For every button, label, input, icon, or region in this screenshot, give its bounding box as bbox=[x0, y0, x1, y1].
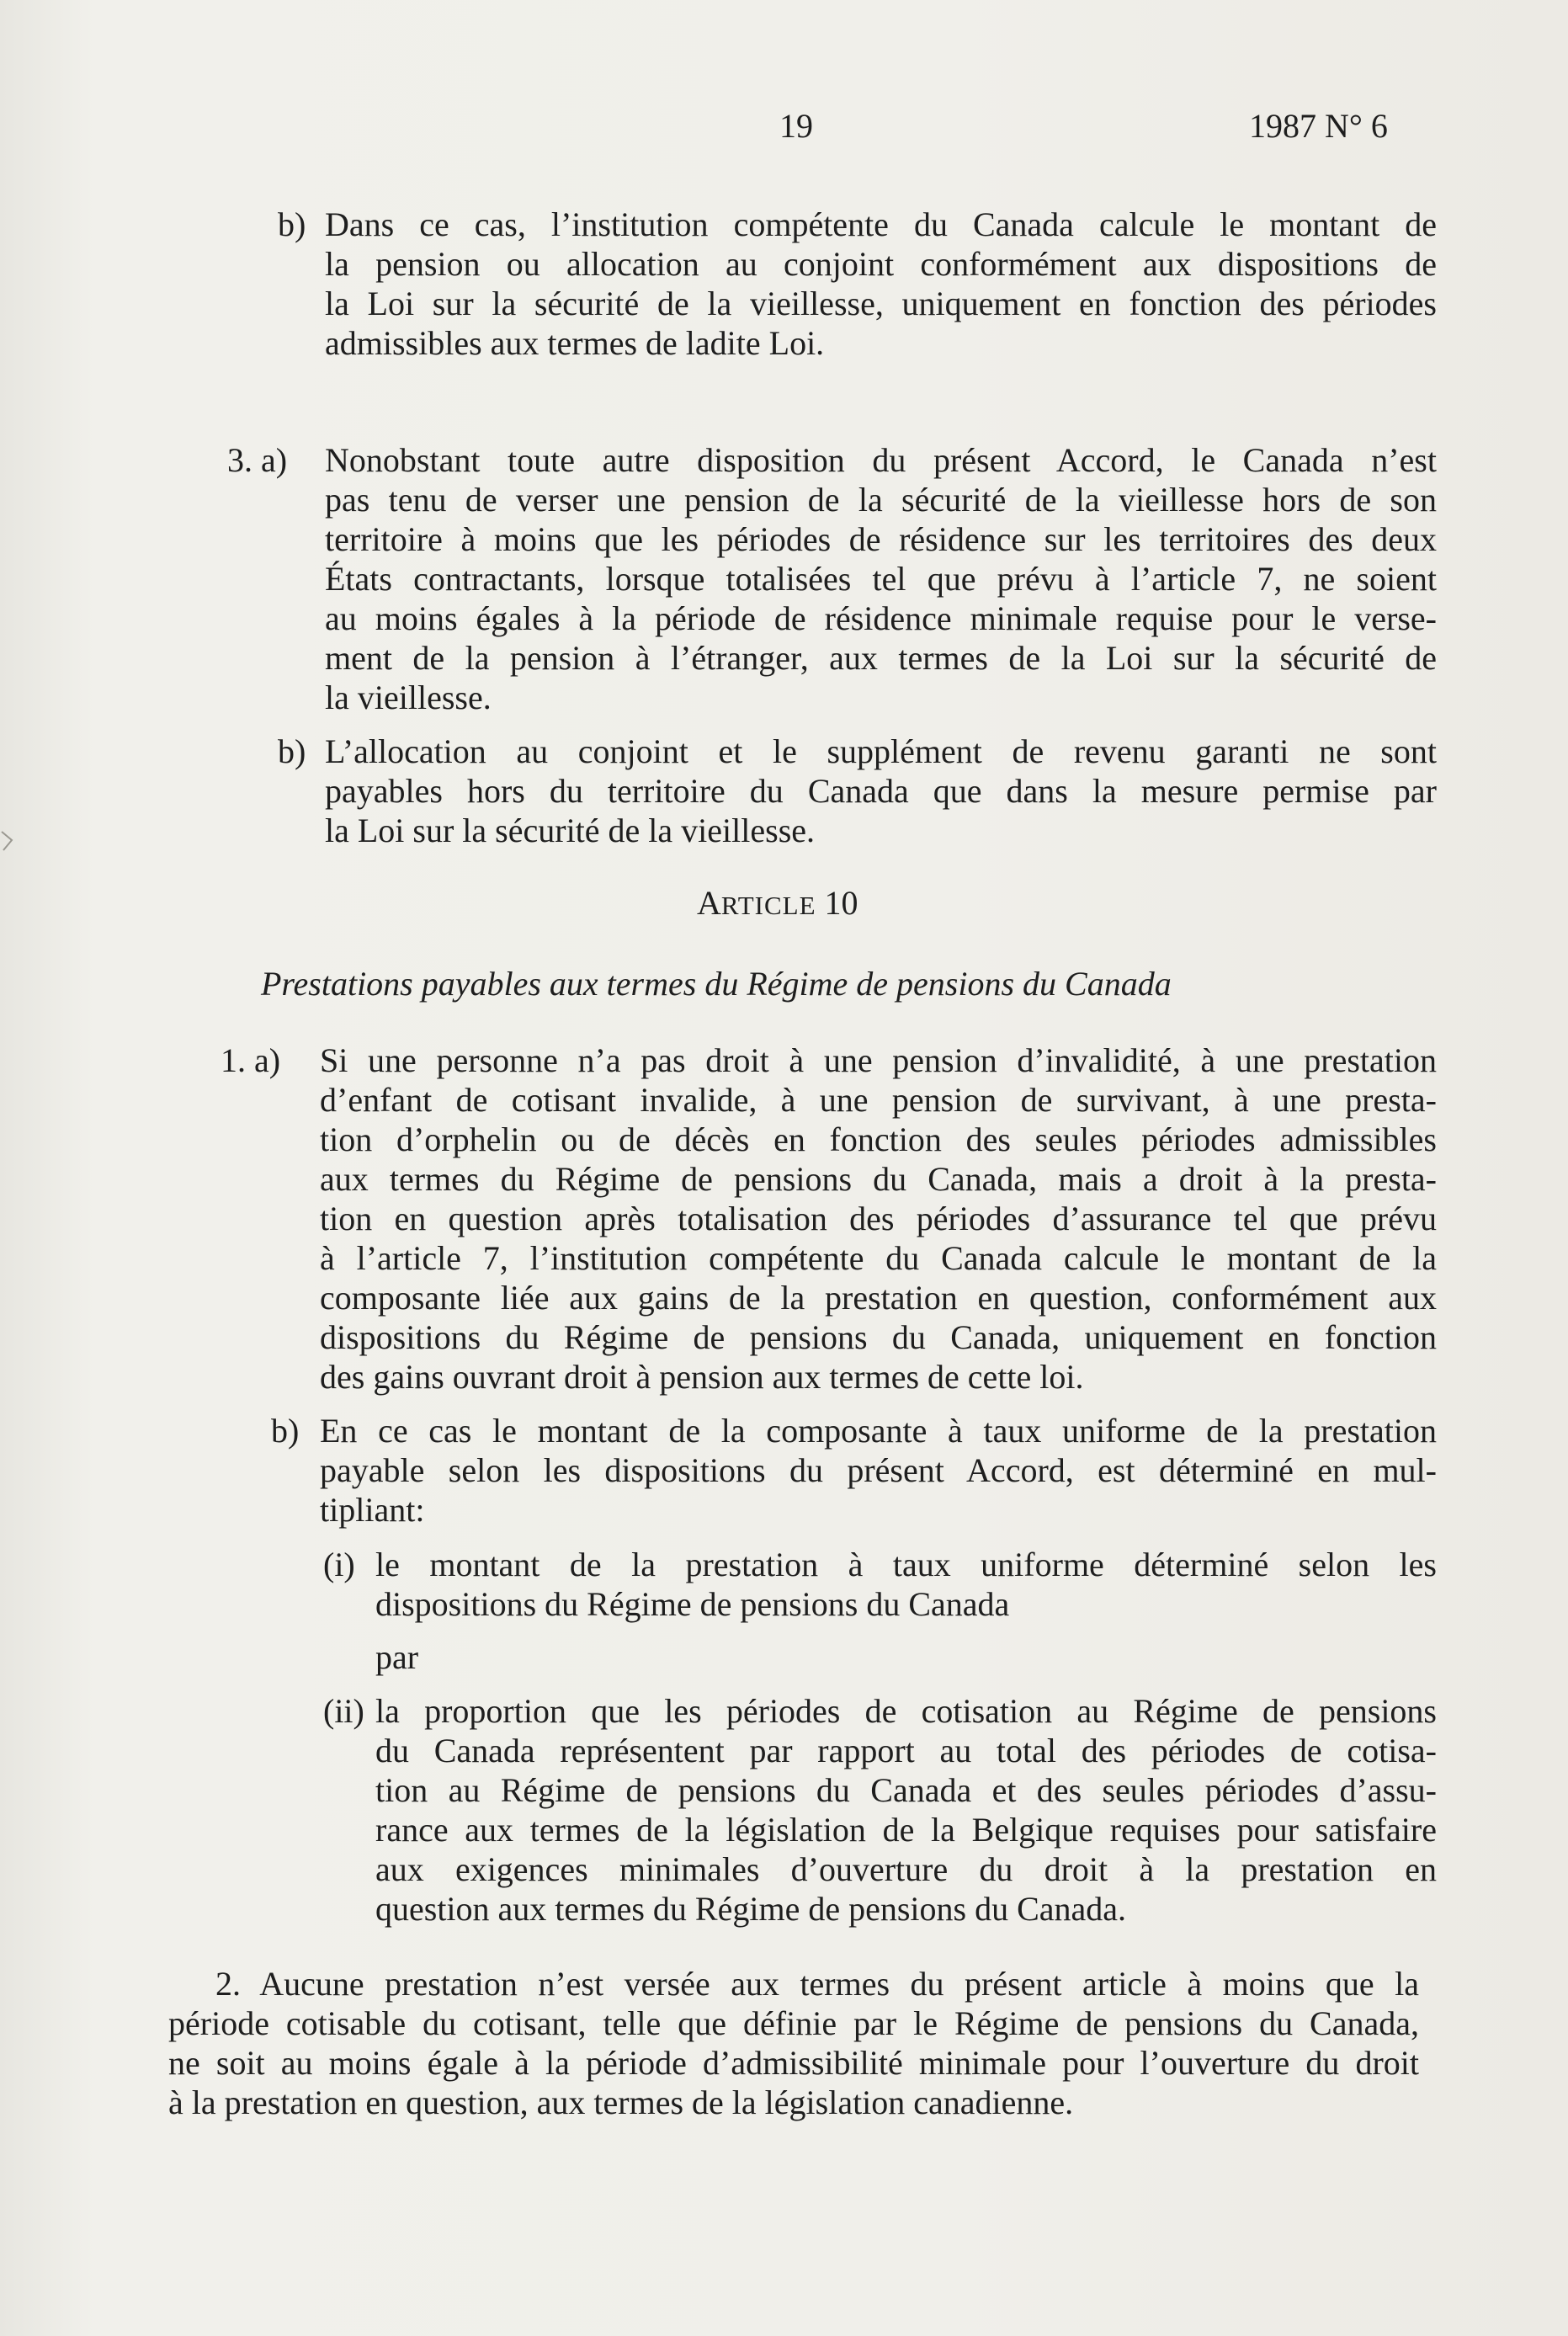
art10-1a-line: à l’article 7, l’institution compétente du Canada calcule le montant de la bbox=[320, 1239, 1437, 1277]
article-heading-number: 10 bbox=[816, 884, 858, 922]
article-heading-word: RTICLE bbox=[720, 891, 816, 920]
journal-year-number: 1987 N° 6 bbox=[1249, 107, 1388, 145]
binding-edge-mark bbox=[0, 825, 17, 859]
item-i-line: le montant de la prestation à taux uniforme déterminé selon les bbox=[375, 1546, 1437, 1583]
art10-1a-line: des gains ouvrant droit à pension aux termes de cette loi. bbox=[320, 1358, 1084, 1396]
art10-1a-line: tion en question après totalisation des périodes d’assurance tel que prévu bbox=[320, 1200, 1437, 1237]
art10-2-line: ne soit au moins égale à la période d’admissibilité minimale pour l’ouverture du droit bbox=[168, 2044, 1419, 2082]
art10-2-line: période cotisable du cotisant, telle que définie par le Régime de pensions du Canada, bbox=[168, 2004, 1419, 2042]
article-heading bbox=[697, 884, 858, 925]
item-ii-label: (ii) bbox=[323, 1692, 364, 1730]
art10-2-line: 2. Aucune prestation n’est versée aux termes du présent article à moins que la bbox=[215, 1965, 1419, 2003]
art10-1a-line: tion d’orphelin ou de décès en fonction des seules périodes admissibles bbox=[320, 1120, 1437, 1158]
para-3a-line: ment de la pension à l’étranger, aux termes de la Loi sur la sécurité de bbox=[325, 639, 1437, 677]
art10-1b-line: payable selon les dispositions du présent Accord, est déterminé en mul- bbox=[320, 1451, 1437, 1489]
page-number: 19 bbox=[779, 107, 813, 145]
item-ii-line: du Canada représentent par rapport au total des périodes de cotisa- bbox=[375, 1732, 1437, 1769]
para-3a-label: 3. a) bbox=[227, 441, 288, 479]
item-ii-line: question aux termes du Régime de pensions du Canada. bbox=[375, 1890, 1127, 1928]
para-3a-line: la vieillesse. bbox=[325, 678, 492, 716]
art10-1a-line: composante liée aux gains de la prestation en question, conformément aux bbox=[320, 1279, 1437, 1317]
para-2b-line: la Loi sur la sécurité de la vieillesse, uniquement en fonction des périodes bbox=[325, 285, 1437, 322]
para-2b-label: b) bbox=[278, 205, 306, 243]
art10-1b-line: tipliant: bbox=[320, 1491, 425, 1529]
item-ii-line: tion au Régime de pensions du Canada et des seules périodes d’assu- bbox=[375, 1771, 1437, 1809]
item-ii-line: aux exigences minimales d’ouverture du droit à la prestation en bbox=[375, 1850, 1437, 1888]
article-subtitle: Prestations payables aux termes du Régime de pensions du Canada bbox=[261, 965, 1172, 1003]
para-3a-line: pas tenu de verser une pension de la sécurité de la vieillesse hors de son bbox=[325, 481, 1437, 519]
art10-1a-line: dispositions du Régime de pensions du Canada, uniquement en fonction bbox=[320, 1318, 1437, 1356]
item-i-label: (i) bbox=[323, 1546, 355, 1583]
art10-1a-line: d’enfant de cotisant invalide, à une pension de survivant, à une presta- bbox=[320, 1081, 1437, 1119]
para-3a-line: Nonobstant toute autre disposition du présent Accord, le Canada n’est bbox=[325, 441, 1437, 479]
para-3b-line: la Loi sur la sécurité de la vieillesse. bbox=[325, 811, 816, 849]
article-heading-initial: A bbox=[697, 884, 721, 922]
para-2b-line: la pension ou allocation au conjoint conformément aux dispositions de bbox=[325, 245, 1437, 283]
item-ii-line: la proportion que les périodes de cotisation au Régime de pensions bbox=[375, 1692, 1437, 1730]
para-3a-line: territoire à moins que les périodes de résidence sur les territoires des deux bbox=[325, 520, 1437, 558]
para-2b-line: Dans ce cas, l’institution compétente du Canada calcule le montant de bbox=[325, 205, 1437, 243]
para-3a-line: au moins égales à la période de résidence minimale requise pour le verse- bbox=[325, 599, 1437, 637]
para-2b-line: admissibles aux termes de ladite Loi. bbox=[325, 324, 825, 362]
item-i-line: dispositions du Régime de pensions du Canada bbox=[375, 1585, 1010, 1623]
para-3b-line: L’allocation au conjoint et le supplément de revenu garanti ne sont bbox=[325, 732, 1437, 770]
item-ii-line: rance aux termes de la législation de la Belgique requises pour satisfaire bbox=[375, 1811, 1437, 1849]
art10-1b-line: En ce cas le montant de la composante à taux uniforme de la prestation bbox=[320, 1412, 1437, 1450]
art10-1a-label: 1. a) bbox=[221, 1041, 281, 1079]
art10-1a-line: aux termes du Régime de pensions du Canada, mais a droit à la presta- bbox=[320, 1160, 1437, 1198]
art10-1a-line: Si une personne n’a pas droit à une pension d’invalidité, à une prestation bbox=[320, 1041, 1437, 1079]
para-3b-line: payables hors du territoire du Canada que dans la mesure permise par bbox=[325, 772, 1437, 810]
para-3a-line: États contractants, lorsque totalisées tel que prévu à l’article 7, ne soient bbox=[325, 560, 1437, 598]
art10-1b-label: b) bbox=[271, 1412, 300, 1450]
connector-par: par bbox=[375, 1638, 419, 1676]
art10-2-line: à la prestation en question, aux termes de la législation canadienne. bbox=[168, 2083, 1074, 2121]
para-3b-label: b) bbox=[278, 732, 306, 770]
